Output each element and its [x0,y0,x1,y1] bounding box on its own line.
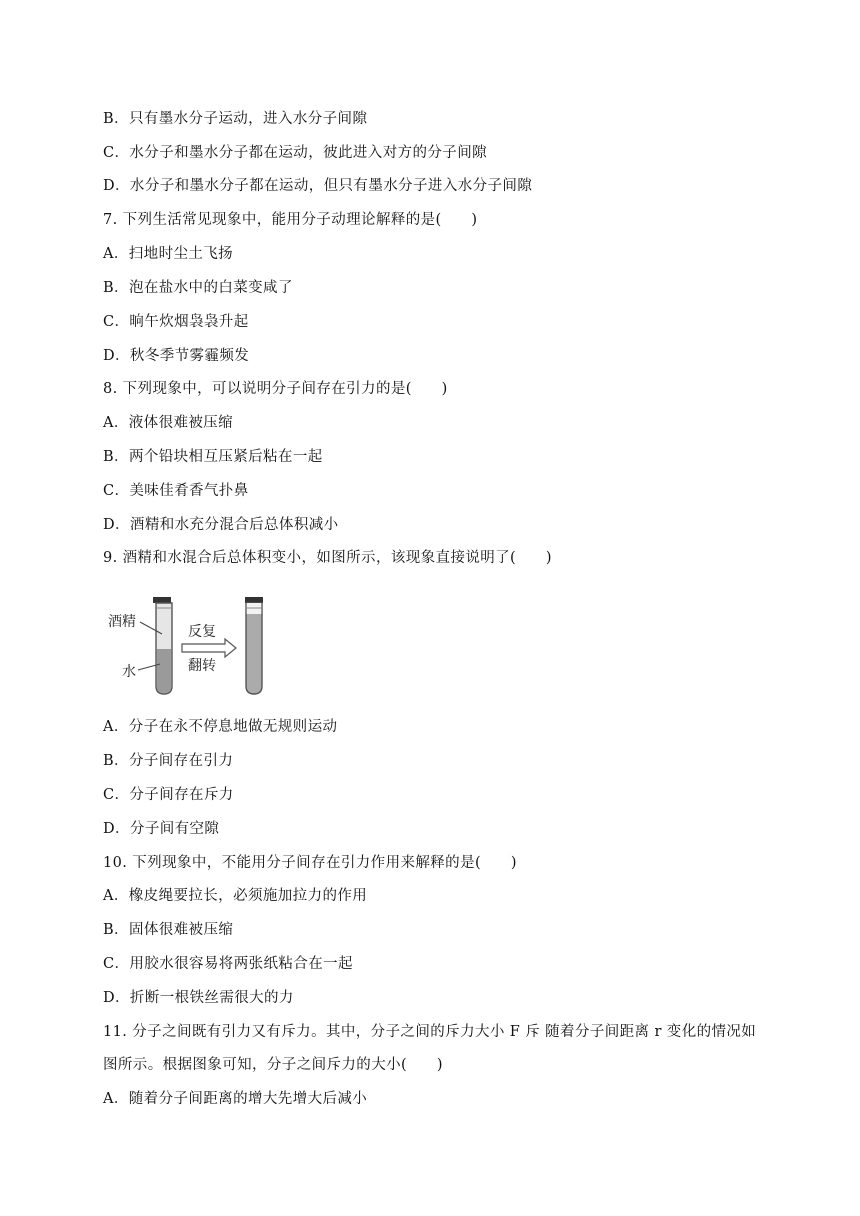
option-8b: B．两个铅块相互压紧后粘在一起 [103,449,323,465]
left-test-tube [153,597,172,694]
option-10a: A．橡皮绳要拉长，必须施加拉力的作用 [103,888,368,904]
arrow-text-repeat: 反复 [188,624,216,640]
option-6c: C．水分子和墨水分子都在运动，彼此进入对方的分子间隙 [103,145,487,161]
arrow-text-flip: 翻转 [188,658,216,674]
test-tube-figure [100,594,280,698]
question-11-line1: 11. 分子之间既有引力又有斥力。其中，分子之间的斥力大小 F 斥 随着分子间距离 r 变化的情况如 [103,1024,757,1040]
option-11a: A．随着分子间距离的增大先增大后减小 [103,1091,368,1107]
option-8c: C．美味佳肴香气扑鼻 [103,483,249,499]
water-label: 水 [122,664,136,680]
option-8d: D．酒精和水充分混合后总体积减小 [103,517,339,533]
option-9c: C．分子间存在斥力 [103,787,234,803]
arrow-right-icon [182,639,236,657]
option-6d: D．水分子和墨水分子都在运动，但只有墨水分子进入水分子间隙 [103,178,533,194]
question-8: 8. 下列现象中，可以说明分子间存在引力的是( ) [103,381,448,397]
option-8a: A．液体很难被压缩 [103,415,234,431]
option-10b: B．固体很难被压缩 [103,922,234,938]
option-9b: B．分子间存在引力 [103,753,234,769]
question-11-line2: 图所示。根据图象可知，分子之间斥力的大小( ) [103,1057,443,1073]
option-7b: B．泡在盐水中的白菜变咸了 [103,280,293,296]
option-9a: A．分子在永不停息地做无规则运动 [103,719,338,735]
question-7: 7. 下列生活常见现象中，能用分子动理论解释的是( ) [103,212,478,228]
right-test-tube [245,597,263,694]
alcohol-label: 酒精 [108,614,136,630]
option-7a: A．扫地时尘土飞扬 [103,246,234,262]
option-6b: B．只有墨水分子运动，进入水分子间隙 [103,111,368,127]
option-9d: D．分子间有空隙 [103,821,220,837]
option-10d: D．折断一根铁丝需很大的力 [103,990,294,1006]
option-7d: D．秋冬季节雾霾频发 [103,348,250,364]
question-10: 10. 下列现象中，不能用分子间存在引力作用来解释的是( ) [103,855,517,871]
option-7c: C．晌午炊烟袅袅升起 [103,314,249,330]
question-9: 9. 酒精和水混合后总体积变小，如图所示，该现象直接说明了( ) [103,550,552,566]
option-10c: C．用胶水很容易将两张纸粘合在一起 [103,956,353,972]
